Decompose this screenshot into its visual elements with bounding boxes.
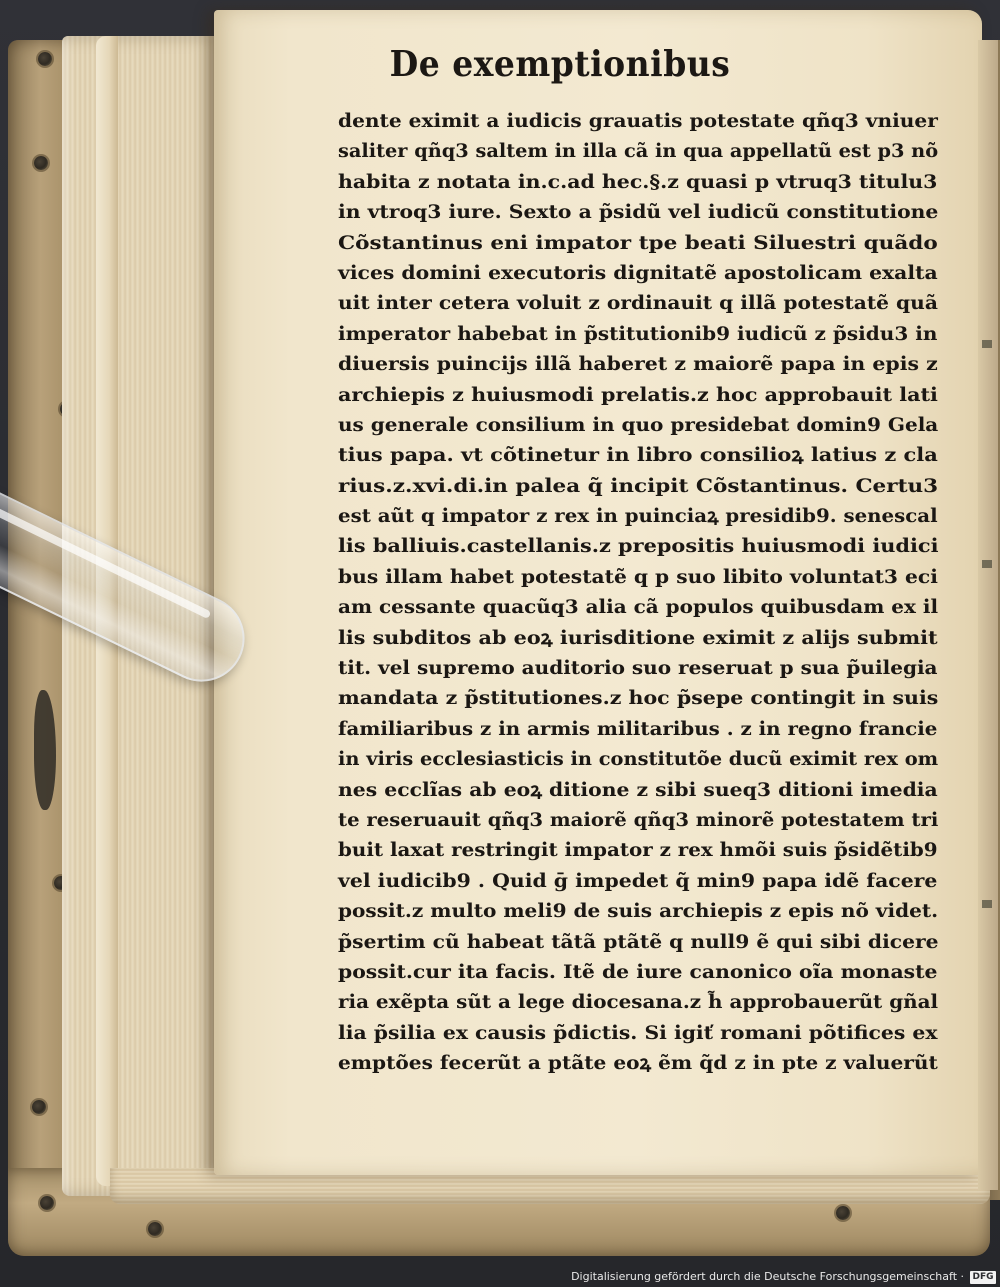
text-line: archiepis z huiusmodi prelatis.z hoc approbauit lati	[338, 383, 938, 406]
text-line: lis subditos ab eoꝝ iurisditione eximit z alijs submit	[338, 626, 938, 649]
text-line: us generale consilium in quo presidebat domin9 Gela	[338, 413, 939, 436]
nail-icon	[38, 52, 52, 66]
text-line: habita z notata in.c.ad hec.§.z quasi p vtruq3 titulu3	[338, 170, 938, 193]
text-line: nes ecclĩas ab eoꝝ ditione z sibi sueq3 ditioni imedia	[338, 778, 938, 801]
text-line: uit inter cetera voluit z ordinauit q illã potestatẽ quã	[338, 292, 938, 315]
text-line: lia p̃silia ex causis p̃dictis. Si igiť romani põtifices ex	[338, 1021, 938, 1044]
text-line: ria exẽpta sũt a lege diocesana.z h̃ approbauerũt gñal	[338, 991, 939, 1014]
text-line: am cessante quacũq3 alia cã populos quibusdam ex il	[338, 596, 939, 619]
text-line: possit.z multo meli9 de suis archiepis z epis nõ videt.	[338, 900, 939, 923]
text-line: lis balliuis.castellanis.z prepositis huiusmodi iudici	[338, 535, 939, 558]
text-line: bus illam habet potestatẽ q p suo libito voluntat3 eci	[338, 565, 938, 588]
page-text-block	[338, 106, 950, 1079]
text-line: vel iudicib9 . Quid ḡ impedet q̃ min9 papa idẽ facere	[338, 869, 938, 892]
nail-icon	[34, 156, 48, 170]
running-head: De exemptionibus	[389, 42, 731, 85]
text-line: p̃sertim cũ habeat tãtã ptãtẽ q null9 ẽ qui sibi dicere	[338, 930, 939, 953]
text-line: imperator habebat in p̃stitutionib9 iudicũ z p̃sidu3 in	[338, 322, 938, 345]
text-line: tius papa. vt cõtinetur in libro consilioꝝ latius z cla	[338, 444, 938, 467]
text-line: possit.cur ita facis. Itẽ de iure canonico oĩa monaste	[338, 960, 938, 983]
nail-icon	[32, 1100, 46, 1114]
text-line: te reseruauit qñq3 maiorẽ qñq3 minorẽ potestatem tri	[338, 808, 939, 831]
nail-icon	[148, 1222, 162, 1236]
text-line: Cõstantinus eni impator tpe beati Siluestri quãdo	[338, 231, 938, 254]
text-line: diuersis puincijs illã haberet z maiorẽ papa in epis z	[338, 353, 938, 376]
nail-icon	[40, 1196, 54, 1210]
dfg-logo: DFG	[970, 1271, 996, 1284]
nail-icon	[836, 1206, 850, 1220]
text-line: in vtroq3 iure. Sexto a p̃sidũ vel iudicũ constitutione	[338, 201, 939, 224]
text-line: familiaribus z in armis militaribus . z in regno francie	[338, 717, 938, 740]
text-line: dente eximit a iudicis grauatis potestate qñq3 vniuer	[338, 110, 938, 132]
text-line: vices domini executoris dignitatẽ apostolicam exalta	[338, 261, 938, 284]
text-line: buit laxat restringit impator z rex hmõi suis p̃sidẽtib9	[338, 839, 938, 862]
text-line: rius.z.xvi.di.in palea q̃ incipit Cõstantinus. Certu3	[338, 474, 939, 497]
edge-mark	[982, 340, 992, 348]
text-line: est aũt q impator z rex in puinciaꝝ presidib9. senescal	[338, 505, 938, 528]
digitization-credit: Digitalisierung gefördert durch die Deutsche Forschungsgemeinschaft ·	[571, 1270, 964, 1283]
text-line: tit. vel supremo auditorio suo reseruat p sua p̃uilegia	[338, 657, 938, 680]
text-line: in viris ecclesiasticis in constitutõe ducũ eximit rex om	[338, 748, 939, 771]
text-line: saliter qñq3 saltem in illa cã in qua appellatũ est p3 nõ	[338, 140, 939, 163]
text-line: emptões fecerũt a ptãte eoꝝ ẽm q̃d z in pte z valuerũt	[338, 1052, 938, 1075]
text-line: mandata z p̃stitutiones.z hoc p̃sepe contingit in suis	[338, 687, 939, 710]
